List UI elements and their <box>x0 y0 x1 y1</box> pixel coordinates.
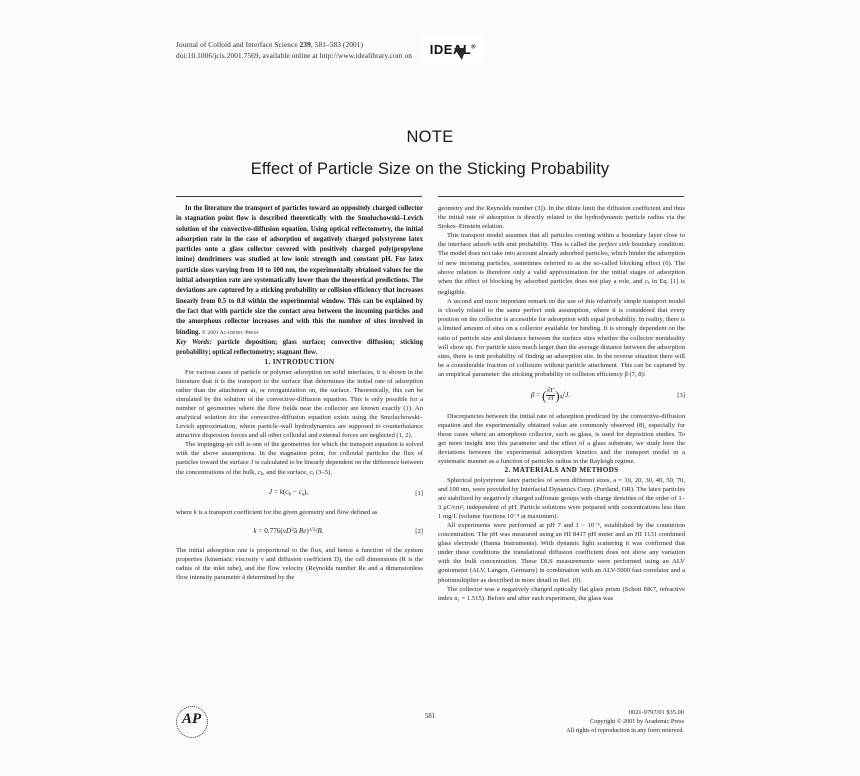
intro-p3-part-b: is a transport coefficient for the given geometry and flow defined as <box>196 509 378 517</box>
ideal-logo-letter: L <box>462 41 472 57</box>
logo-monogram: AP <box>182 711 202 727</box>
intro-paragraph-2 <box>176 440 423 479</box>
surface-conc-subscript-right: s <box>647 280 650 286</box>
copyright-line: Copyright © 2001 by Academic Press <box>590 718 684 725</box>
journal-pages-year: , 581–583 (2001) <box>310 40 363 49</box>
equation-2-number: [2] <box>415 527 423 535</box>
intro-p2-part-b: is calculated to be linearly dependent on the difference between the concentrations of the bulk, <box>176 459 423 476</box>
rights-line: All rights of reproduction in any form reserved. <box>566 727 684 734</box>
equation-1: $J = k(c_b - c_s)$, <box>268 487 309 498</box>
journal-name: Journal of Colloid and Interface Science <box>176 40 300 49</box>
journal-volume: 239 <box>299 40 311 49</box>
surface-conc-symbol-right: c <box>644 277 648 285</box>
equation-1-row <box>176 488 423 499</box>
registered-mark-icon: ® <box>471 44 477 51</box>
column-rule-left <box>176 196 422 197</box>
note-label: NOTE <box>406 128 454 146</box>
right-paragraph-4: Discrepancies between the initial rate of adsorption predicted by the convective-diffusion equation and the experimentally obtained value are commonly observed (8), especially for those cases where an amorphous collector, such as glass, is used for deposition studies. To get more insight into this parameter and the effect of a glass substrate, we study here the deviations between the experimental adsorption kinetics and the transport model in a systematic manner as a function of particles radius in the Rayleigh regime. <box>438 412 685 466</box>
intro-p2-part-a: The impinging-jet cell is one of the geometries for which the transport equation is solved with the above assumptions. In the stagnation point, for colloidal particles the flux of particles toward the surface <box>176 441 423 467</box>
abstract <box>176 204 423 338</box>
right-paragraph-3: A second and more important remark on the use of this relatively simple transport model is closely related to the same perfect sink assumption, where it is considered that every position on the collector is accessible for adsorption with equal probability. In reality, there is a limited amount of sites on a collector available for binding. It is strongly dependent on the ratio of particle size and distance between the surface sites whether the collector nonideality will show up. For particle sizes much larger than the average distance between the adsorption sites, there is unit probability of finding an adsorption site. In the reverse situation there will be a considerable fraction of collisions without particle attachment. This can be captured by an empirical parameter: the sticking probability or collision efficiency β (7, 8): <box>438 298 685 378</box>
equation-2: $k = 0.776(\nu D^2ã$ Re)$^{1/3}$/R. <box>253 527 324 536</box>
copyright-block <box>474 708 684 735</box>
page-title: Effect of Particle Size on the Sticking Probability <box>250 160 610 178</box>
right-p2-part-a: This transport model assumes that all particles coming within a boundary layer close to the interface adsorb with unit probability. This is called the <box>438 232 685 249</box>
section-heading-materials: 2. MATERIALS AND METHODS <box>504 466 619 475</box>
equation-3-number: [3] <box>677 391 685 399</box>
surface-conc-subscript: s <box>312 471 315 477</box>
journal-masthead <box>176 40 696 61</box>
intro-p2-part-d: (3–5), <box>314 468 332 476</box>
ideal-logo-word: IDEA <box>429 41 463 57</box>
keywords-heading: Key Words: <box>176 338 212 346</box>
issn-line: 0021-9797/01 $35.00 <box>628 709 684 716</box>
perfect-sink-term: perfect sink <box>598 241 630 249</box>
intro-paragraph-1: For various cases of particle or polymer adsorption on solid interfaces, it is shown in the literature that it is the transport to the surface that determines the initial rate of adsorption rather than the attachment at, or reorganization on, the surface. Theoretically, this can be simulated by the solution of the convective-diffusion equation. This is only possible for a number of geometries where the flow fields near the collector are known exactly (1). An analytical solution for the convective-diffusion equation exists using the Smoluchowski–Levich approximation, where particle–wall hydrodynamics are supposed to counterbalance attractive dispersion forces and all other colloidal and external forces are neglected (1, 2). <box>176 368 423 440</box>
left-column <box>176 204 423 582</box>
materials-paragraph-2: All experiments were performed at pH 7 and I ~ 10⁻⁵, established by the counterion concentration. The pH was measured using an HI 8417 pH meter and an HI 1131 combined glass electrode (Hanna Instruments). With dynamic light scattering it was confirmed that under these conditions the translational diffusion coefficient does not show any variation with the bulk concentration. These DLS measurements were performed using an ALV goniometer (ALV, Langen, Germany) in combination with an ALV-5000 fast correlator and a photomultiplier as described in more detail in Ref. (9). <box>438 522 685 584</box>
equation-3: β = ( $\frac{\partial\Gamma}{\partial t}$ )$_0/J$. <box>530 386 571 403</box>
equation-3-row <box>438 388 685 403</box>
keywords-list: particle deposition; glass surface; convective diffusion; sticking probability; optical reflectometry; stagnant flow. <box>176 338 423 357</box>
materials-paragraph-1: Spherical polystyrene latex particles of seven different sizes, a = 10, 20, 30, 40, 50, 70, and 100 nm, were provided by Interfacial Dynamics Corp. (Portland, OR). The latex particles are stabilized by negatively charged sulfonate groups with charge densities of the order of 1–3 μC/cm², independent of pH. Particle solutions were prepared with concentrations less than 1 mg/L (volume fractions 10⁻⁴ at maximum). <box>438 476 685 520</box>
intro-p3-part-a: where <box>176 509 194 517</box>
ideal-logo-text <box>430 42 476 57</box>
column-rule-right <box>438 196 684 197</box>
bulk-conc-subscript: b <box>260 471 263 477</box>
abstract-text: In the literature the transport of particles toward an oppositely charged collector in stagnation point flow is described theoretically with the Smoluchowski–Levich solution of the convective-diffusion equation. Using optical reflectometry, the initial adsorption rate in the case of adsorption of negatively charged polystyrene latex particles onto a glass collector covered with positively charged poly(propylene imine) dendrimers was studied at low ionic strength and constant pH. For latex particle sizes varying from 10 to 100 nm, the experimentally obtained values for the initial adsorption rate are systematically lower than the theoretical predictions. The deviations are captured by a sticking probability or collision efficiency that increases linearly from 0.5 to 0.8 within the experimental window. This can be explained by the fact that with particle size the contact area between the incoming particles and the amorphous collector increases and with this the number of sites involved in binding. <box>176 205 423 336</box>
page-number: 581 <box>424 712 436 720</box>
right-column <box>438 204 685 603</box>
right-paragraph-2 <box>438 231 685 297</box>
transport-coefficient-symbol: k <box>193 509 197 517</box>
right-p2-part-b: boundary condition. The model does not take into account already adsorbed particles, which hinder the adsorption of new incoming particles, sometimes referred to as the so-called blocking effect (6). The above relation is therefore only a valid approximation for the initial stages of adsorption when the effect of blocking by adsorbed particles does not play a role, and <box>438 241 685 285</box>
doi-line: doi:10.1006/jcis.2001.7569, available online at http://www.idealibrary.com on <box>176 50 412 60</box>
right-paragraph-1: geometry and the Reynolds number (3)). In the dilute limit the diffusion coefficient and thus the initial rate of adsorption is directly related to the hydrodynamic particle radius via the Stokes–Einstein relation. <box>438 205 685 231</box>
right-p2-part-c: in Eq. [1] is negligible. <box>438 277 685 297</box>
equation-1-number: [1] <box>415 490 423 497</box>
intro-paragraph-3 <box>176 508 423 517</box>
intro-paragraph-4: The initial adsorption rate is proportional to the flux, and hence a function of the system properties (kinematic viscosity ν and diffusion coefficient D), the cell dimensions (R is the radius of the inlet tube), and the flow velocity (Reynolds number Re and a dimensionless flow intensity parameter ã determined by the <box>176 546 423 581</box>
intro-p2-part-c: , and the surface, <box>262 468 310 476</box>
abstract-credit: © 2001 Academic Press <box>201 329 259 336</box>
bulk-conc-symbol: c <box>257 468 261 476</box>
flux-symbol: J <box>250 459 254 467</box>
section-heading-introduction: 1. INTRODUCTION <box>264 358 335 367</box>
equation-2-row <box>176 526 423 536</box>
surface-conc-symbol: c <box>309 468 313 476</box>
ideal-triangle-icon <box>454 48 466 60</box>
keywords <box>176 338 423 359</box>
ideal-logo <box>422 36 484 62</box>
materials-paragraph-3: The collector was a negatively charged optically flat glass prism (Schott BK7, refractive index n₁ = 1.515). Before and after each experiment, the glass was <box>438 585 685 602</box>
